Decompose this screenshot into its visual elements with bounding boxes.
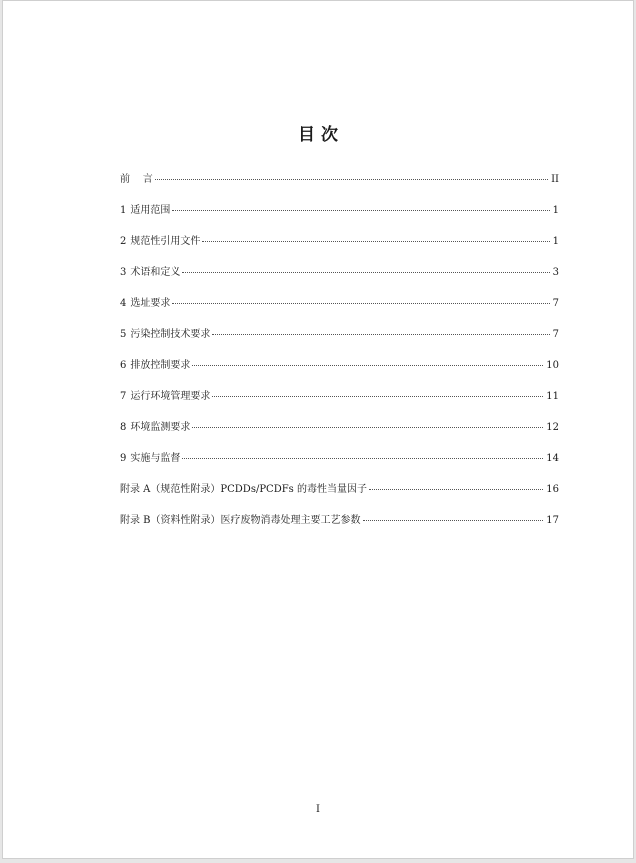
toc-entry-label: 环境监测要求 xyxy=(130,422,191,433)
toc-leader-dots xyxy=(172,303,549,304)
toc-page-number: II xyxy=(551,174,559,185)
toc-entry-label: 污染控制技术要求 xyxy=(130,329,211,340)
toc-leader-dots xyxy=(202,241,549,242)
toc-entry-appendix-a[interactable] xyxy=(120,482,559,513)
toc-page-number: 11 xyxy=(546,391,559,402)
toc-entry-number: 6 xyxy=(120,360,127,371)
toc-entry-number: 4 xyxy=(120,298,127,309)
toc-page-number: 3 xyxy=(552,267,559,278)
toc-page-number: 7 xyxy=(552,298,559,309)
toc-page-number: 1 xyxy=(552,236,559,247)
toc-entry-label: 选址要求 xyxy=(130,298,171,309)
toc-entry-7[interactable] xyxy=(120,389,559,420)
toc-leader-dots xyxy=(155,179,548,180)
toc-entry-label: 规范性引用文件 xyxy=(130,236,201,247)
page-number: I xyxy=(316,804,320,815)
toc-entry-number: 5 xyxy=(120,329,127,340)
toc-entry-label: 术语和定义 xyxy=(130,267,181,278)
toc-page-number: 16 xyxy=(546,484,559,495)
toc-entry-label: 适用范围 xyxy=(130,205,171,216)
toc-entry-label: 排放控制要求 xyxy=(130,360,191,371)
toc-page-number: 1 xyxy=(552,205,559,216)
toc-entry-label: 前 言 xyxy=(120,174,153,185)
toc-entry-number: 3 xyxy=(120,267,127,278)
toc-leader-dots xyxy=(369,489,543,490)
toc-entry-label: 附录 A（规范性附录）PCDDs/PCDFs 的毒性当量因子 xyxy=(120,484,367,495)
toc-page-number: 12 xyxy=(546,422,559,433)
toc-entry-5[interactable] xyxy=(120,327,559,358)
toc-entry-number: 2 xyxy=(120,236,127,247)
toc-entry-number: 1 xyxy=(120,205,127,216)
toc-entry-label: 附录 B（资料性附录）医疗废物消毒处理主要工艺参数 xyxy=(120,515,361,526)
toc-entry-2[interactable] xyxy=(120,234,559,265)
toc-page-number: 10 xyxy=(546,360,559,371)
document-page xyxy=(2,0,634,859)
toc-page-number: 14 xyxy=(546,453,559,464)
toc-entry-number: 7 xyxy=(120,391,127,402)
toc-entry-preface[interactable] xyxy=(120,172,559,203)
toc-title: 目 次 xyxy=(298,125,338,145)
toc-leader-dots xyxy=(212,396,543,397)
toc-entry-1[interactable] xyxy=(120,203,559,234)
toc-leader-dots xyxy=(182,272,549,273)
toc-entry-3[interactable] xyxy=(120,265,559,296)
toc-entry-label: 运行环境管理要求 xyxy=(130,391,211,402)
toc-leader-dots xyxy=(182,458,543,459)
toc-entry-appendix-b[interactable] xyxy=(120,513,559,544)
toc-page-number: 7 xyxy=(552,329,559,340)
toc-entry-6[interactable] xyxy=(120,358,559,389)
toc-leader-dots xyxy=(192,365,543,366)
toc-entry-4[interactable] xyxy=(120,296,559,327)
toc-leader-dots xyxy=(172,210,549,211)
toc-entry-8[interactable] xyxy=(120,420,559,451)
toc-page-number: 17 xyxy=(546,515,559,526)
toc-entry-number: 9 xyxy=(120,453,127,464)
toc-entry-9[interactable] xyxy=(120,451,559,482)
toc-leader-dots xyxy=(212,334,549,335)
toc-entry-label: 实施与监督 xyxy=(130,453,181,464)
toc-leader-dots xyxy=(363,520,544,521)
table-of-contents xyxy=(120,172,559,544)
toc-leader-dots xyxy=(192,427,543,428)
toc-entry-number: 8 xyxy=(120,422,127,433)
